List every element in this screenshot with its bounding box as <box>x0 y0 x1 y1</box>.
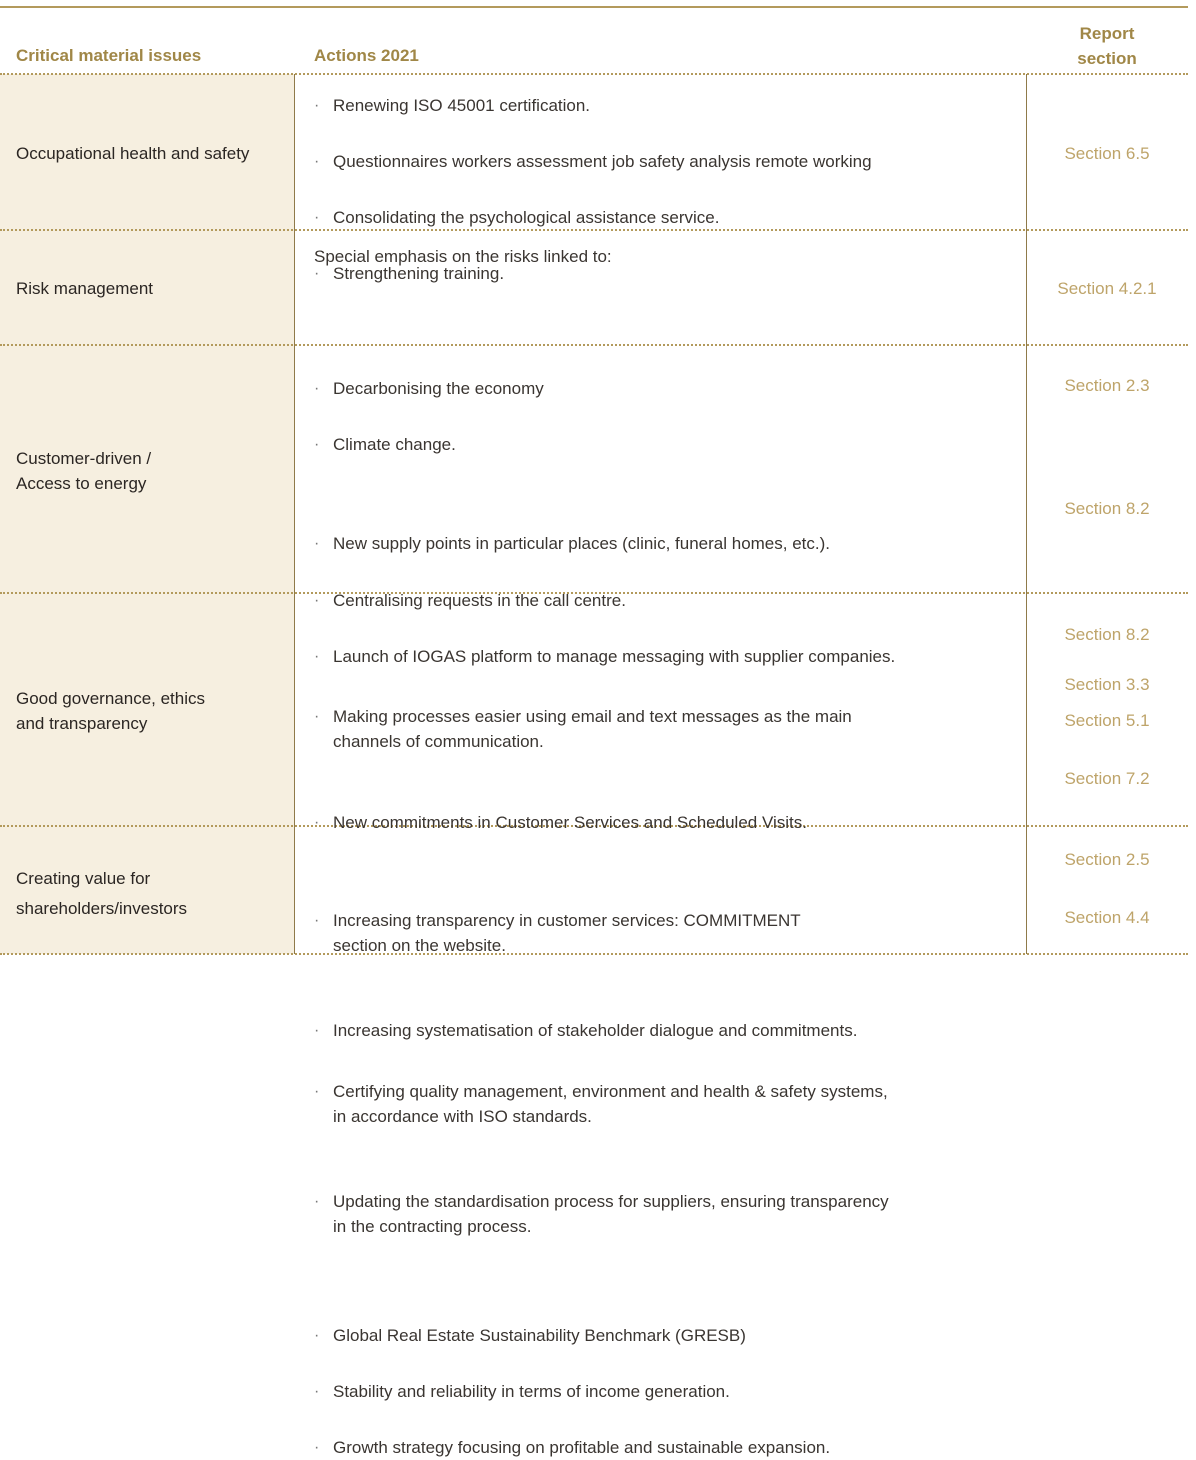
issue-customer-driven <box>16 446 286 496</box>
issue-line: Access to energy <box>16 474 147 493</box>
action-item: · Consolidating the psychological assistance service. <box>314 205 1033 230</box>
action-item: · Decarbonising the economy <box>314 376 1033 401</box>
issue-occupational-health <box>16 141 286 166</box>
top-rule <box>0 6 1188 8</box>
action-item: · Certifying quality management, environment and health & safety systems, in accordance with ISO standards. <box>314 1079 1033 1129</box>
action-item: · New supply points in particular places (clinic, funeral homes, etc.). <box>314 531 1033 556</box>
issue-line: Creating value for <box>16 869 151 888</box>
action-item: · Growth strategy focusing on profitable and sustainable expansion. <box>314 1435 1033 1460</box>
action-item: · Climate change. <box>314 432 1033 457</box>
report-section-ref: Section 8.2 <box>1064 625 1150 644</box>
report-section-ref: Section 2.3 <box>1064 376 1150 395</box>
report-section-ref: Section 3.3 <box>1064 675 1150 694</box>
issue-line: and transparency <box>16 714 148 733</box>
report-section-ref: Section 7.2 <box>1064 769 1150 788</box>
action-item: · Centralising requests in the call centre. <box>314 588 1033 613</box>
action-intro: Special emphasis on the risks linked to: <box>314 247 612 266</box>
action-item: · Strengthening training. <box>314 261 1033 286</box>
report-section-ref: Section 4.4 <box>1064 908 1150 927</box>
action-item: · Updating the standardisation process for suppliers, ensuring transparency in the contracting process. <box>314 1189 1033 1239</box>
action-item: · Increasing transparency in customer services: COMMITMENT section on the website. <box>314 908 1033 958</box>
issue-line: Good governance, ethics <box>16 689 206 708</box>
header-report-section-line1: Report <box>1079 24 1135 43</box>
issue-line: Risk management <box>16 279 154 298</box>
issue-line: Customer-driven / <box>16 449 152 468</box>
row-separator <box>0 344 1188 346</box>
issue-line: Occupational health and safety <box>16 144 250 163</box>
report-section-ref: Section 4.2.1 <box>1057 279 1157 298</box>
issue-column-background <box>0 74 295 954</box>
report-section-ref: Section 6.5 <box>1064 144 1150 163</box>
action-item: · Questionnaires workers assessment job safety analysis remote working <box>314 149 1033 174</box>
action-item: · Renewing ISO 45001 certification. <box>314 93 1033 118</box>
report-section-ref: Section 8.2 <box>1064 499 1150 518</box>
report-section-ref: Section 2.5 <box>1064 850 1150 869</box>
issue-good-governance <box>16 686 286 736</box>
header-critical-issues: Critical material issues <box>16 46 202 65</box>
action-item: · Making processes easier using email and text messages as the main channels of communication. <box>314 704 1033 754</box>
row-separator <box>0 73 1188 75</box>
issue-risk-management <box>16 276 286 301</box>
action-item: · Launch of IOGAS platform to manage messaging with supplier companies. <box>314 644 1033 669</box>
header-actions: Actions 2021 <box>314 46 419 65</box>
header-report-section-line2: section <box>1077 49 1137 68</box>
action-item: · New commitments in Customer Services and Scheduled Visits. <box>314 810 1033 835</box>
action-item: · Global Real Estate Sustainability Benchmark (GRESB) <box>314 1323 1033 1348</box>
issue-line: shareholders/investors <box>16 899 188 918</box>
issue-creating-value <box>16 864 286 924</box>
report-section-ref: Section 5.1 <box>1064 711 1150 730</box>
action-item: · Increasing systematisation of stakeholder dialogue and commitments. <box>314 1018 1033 1043</box>
action-item: · Stability and reliability in terms of income generation. <box>314 1379 1033 1404</box>
header-report-section <box>1027 21 1187 71</box>
